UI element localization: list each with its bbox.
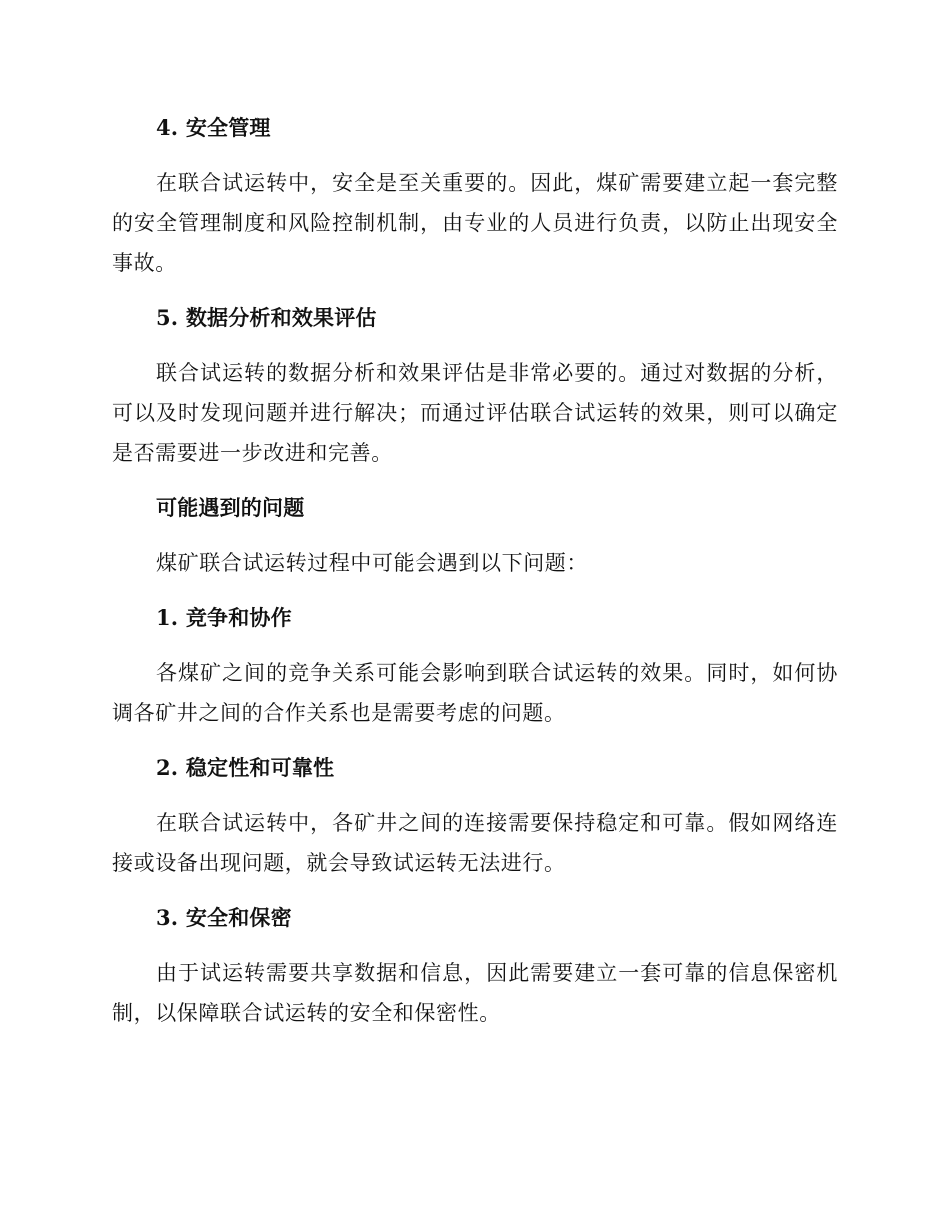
section-heading-competition-cooperation: 1. 竞争和协作 [156, 605, 292, 630]
section-body-security-confidentiality: 由于试运转需要共享数据和信息，因此需要建立一套可靠的信息保密机制，以保障联合试运转的安全和保密性。 [112, 961, 838, 1025]
section-heading-possible-problems: 可能遇到的问题 [156, 495, 305, 520]
section-heading-data-analysis: 5. 数据分析和效果评估 [156, 305, 377, 330]
section-body-possible-problems: 煤矿联合试运转过程中可能会遇到以下问题： [156, 551, 588, 575]
section-heading-security-confidentiality: 3. 安全和保密 [156, 905, 292, 930]
section-body-stability-reliability: 在联合试运转中，各矿井之间的连接需要保持稳定和可靠。假如网络连接或设备出现问题，就会导致试运转无法进行。 [112, 811, 838, 875]
section-body-data-analysis: 联合试运转的数据分析和效果评估是非常必要的。通过对数据的分析，可以及时发现问题并进行解决；而通过评估联合试运转的效果，则可以确定是否需要进一步改进和完善。 [112, 361, 838, 465]
section-body-safety-management: 在联合试运转中，安全是至关重要的。因此，煤矿需要建立起一套完整的安全管理制度和风险控制机制，由专业的人员进行负责，以防止出现安全事故。 [112, 171, 838, 275]
section-heading-stability-reliability: 2. 稳定性和可靠性 [156, 755, 335, 780]
section-body-competition-cooperation: 各煤矿之间的竞争关系可能会影响到联合试运转的效果。同时，如何协调各矿井之间的合作关系也是需要考虑的问题。 [112, 661, 838, 725]
section-heading-safety-management: 4. 安全管理 [156, 115, 271, 140]
